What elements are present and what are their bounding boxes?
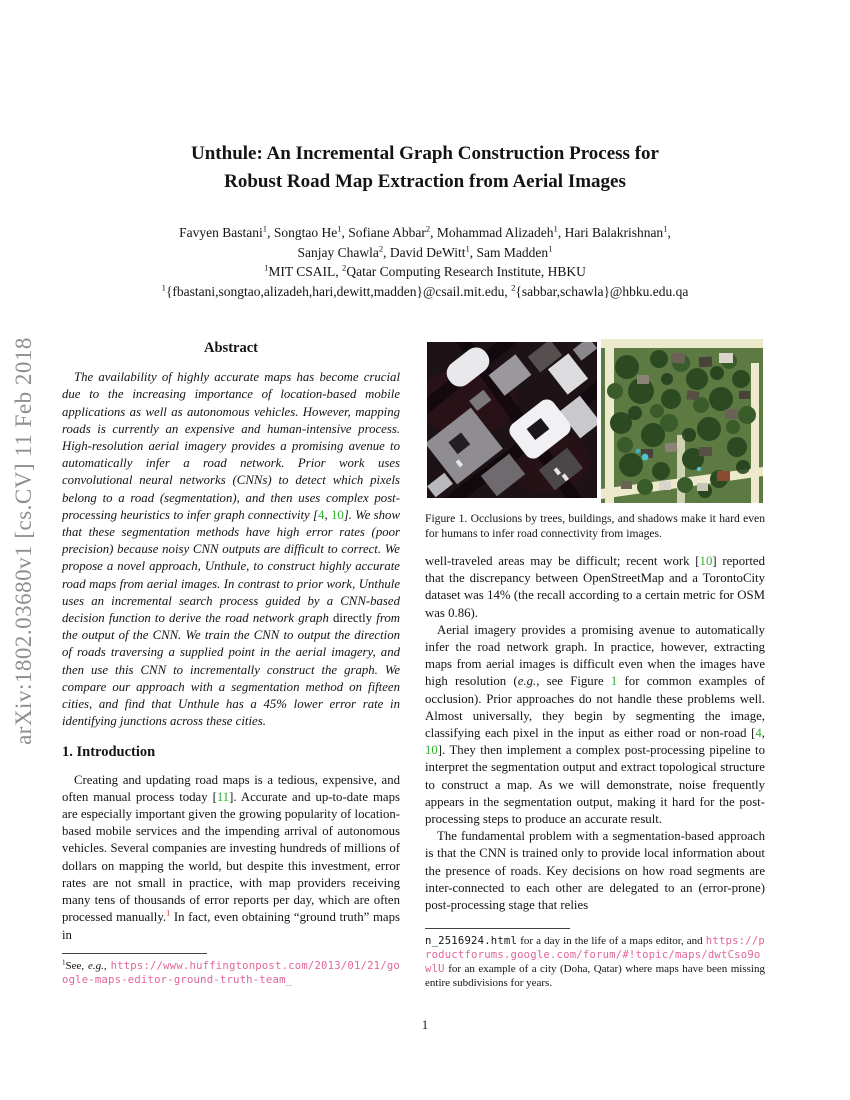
paper-title-line1: Unthule: An Incremental Graph Construction Process for [191, 143, 659, 164]
abstract-heading: Abstract [204, 340, 258, 356]
figure1 [425, 338, 765, 506]
left-column [62, 340, 400, 944]
email-line: $^1${fbastani,songtao,alizadeh,hari,dewitt,madden}@csail.mit.edu, $^2${sabbar,schawla}@hbku.edu.qa [161, 282, 689, 299]
footnote-marker-1[interactable]: 1 [166, 909, 171, 919]
arxiv-watermark: arXiv:1802.03680v1 [cs.CV] 11 Feb 2018 [11, 337, 36, 745]
citation-link-10[interactable]: 10 [425, 743, 438, 758]
figure1-caption: Figure 1. Occlusions by trees, buildings, and shadows make it hard even for humans to infer road connectivity from images. [425, 512, 765, 540]
footnote-number: 1 [62, 958, 66, 967]
citation-link-10[interactable]: 10 [330, 507, 344, 522]
citation-link-4[interactable]: 4 [755, 726, 762, 741]
author-line-2: Sanjay Chawla$^2$, David DeWitt$^1$, Sam Madden$^1$ [297, 243, 553, 260]
figure1-reference-link[interactable]: 1 [610, 674, 618, 689]
url-fragment: n_2516924.html [425, 935, 518, 947]
figure1-urban-aerial-image [427, 342, 597, 498]
productforums-url-link[interactable]: https://productforums.google.com/forum/#!topic/maps/dwtCso9owlU [425, 935, 765, 975]
abstract-paragraph: The availability of highly accurate maps has become crucial due to the increasing importance of location-based mobile applications as well as autonomous vehicles. However, mapping roads is currently an expensive and human-intensive process. High-resolution aerial imagery provides a promising avenue to automatically infer a road network. Prior work uses convolutional neural networks (CNNs) to detect which pixels belong to a road (segmentation), and then uses complex post-processing heuristics to infer graph connectivity [4, 10]. We show that these segmentation methods have high error rates (poor precision) because noisy CNN outputs are difficult to correct. We propose a novel approach, Unthule, to construct highly accurate road maps from aerial images. In contrast to prior work, Unthule uses an incremental search process guided by a CNN-based decision function to derive the road network graph directly from the output of the CNN. We train the CNN to output the direction of roads traversing a supplied point in the aerial imagery, and then use this CNN to incrementally construct the graph. We compare our approach with a segmentation method on fifteen cities, and find that Unthule has a 45% lower error rate in identifying junctions across these cities. [62, 370, 400, 729]
paragraph-fundamental-problem: The fundamental problem with a segmentation-based approach is that the CNN is trained only to provide local information about the presence of roads. Key decisions on how road segments are inter-connected to each other are delegated to an (error-prone) post-processing stage that relies [425, 829, 765, 913]
citation-link-4[interactable]: 4 [318, 507, 325, 522]
intro-paragraph: Creating and updating road maps is a tedious, expensive, and often manual process today [11]. Accurate and up-to-date maps are especially important given the growing popularity of location-based mobile services and the impending arrival of autonomous vehicles. Several companies are investing hundreds of millions of dollars on mapping the world, but despite this investment, error rates are not small in practice, with map providers receiving many tens of thousands of error reports per day, which are often processed manually.$^1$ In fact, even obtaining “ground truth” maps in [62, 772, 400, 942]
emphasis-directly: directly [333, 611, 373, 626]
footnote-right: n_2516924.html for a day in the life of a maps editor, and https://productforums.google.com/forum/#!topic/maps/dwtCso9owlU for an example of a city (Doha, Qatar) where maps have been missing entire subdivisions for years. [425, 928, 765, 990]
affiliation-line: $^1$MIT CSAIL, $^2$Qatar Computing Research Institute, HBKU [264, 262, 586, 279]
right-column [425, 553, 765, 914]
footnote-left: $^1$See, e.g., https://www.huffingtonpost.com/2013/01/21/google-maps-editor-ground-truth-team_ [62, 953, 400, 987]
eg-abbrev: e.g. [88, 960, 104, 972]
footnote-rule [425, 928, 570, 929]
paragraph-aerial-imagery: Aerial imagery provides a promising avenue to automatically infer the road network graph. In practice, however, extracting maps from aerial images is difficult even when the images have high resolution (e.g., see Figure 1 for common examples of occlusion). Prior approaches do not handle these problems well. Almost universally, they begin by segmenting the image, classifying each pixel in the input as either road or non-road [4, 10]. They then implement a complex post-processing pipeline to interpret the segmentation output and extract topological structure to construct a map. As we will demonstrate, noise frequently appears in the segmentation output, making it hard for the post-processing steps to produce an accurate result. [425, 622, 765, 827]
citation-link-10[interactable]: 10 [699, 554, 713, 568]
huffingtonpost-url-link[interactable]: https://www.huffingtonpost.com/2013/01/21/google-maps-editor-ground-truth-team_ [62, 960, 400, 986]
citation-link-11[interactable]: 11 [216, 789, 230, 804]
section-heading-introduction: 1. Introduction [62, 744, 156, 761]
page-number: 1 [421, 1018, 429, 1032]
paper-title [0, 140, 850, 196]
paper-title-line2: Robust Road Map Extraction from Aerial Images [224, 171, 626, 192]
paragraph-continuation: well-traveled areas may be difficult; recent work [10] reported that the discrepancy between OpenStreetMap and a TorontoCity dataset was 14% (the recall according to a certain metric for OSM was 0.86). [425, 554, 765, 620]
author-block [0, 223, 850, 301]
figure1-suburban-aerial-image [601, 339, 763, 503]
eg-abbrev: e.g. [517, 674, 537, 689]
author-line-1: Favyen Bastani$^1$, Songtao He$^1$, Sofiane Abbar$^2$, Mohammad Alizadeh$^1$, Hari Balakrishnan$^1$, [179, 223, 671, 240]
footnote-rule [62, 953, 207, 954]
